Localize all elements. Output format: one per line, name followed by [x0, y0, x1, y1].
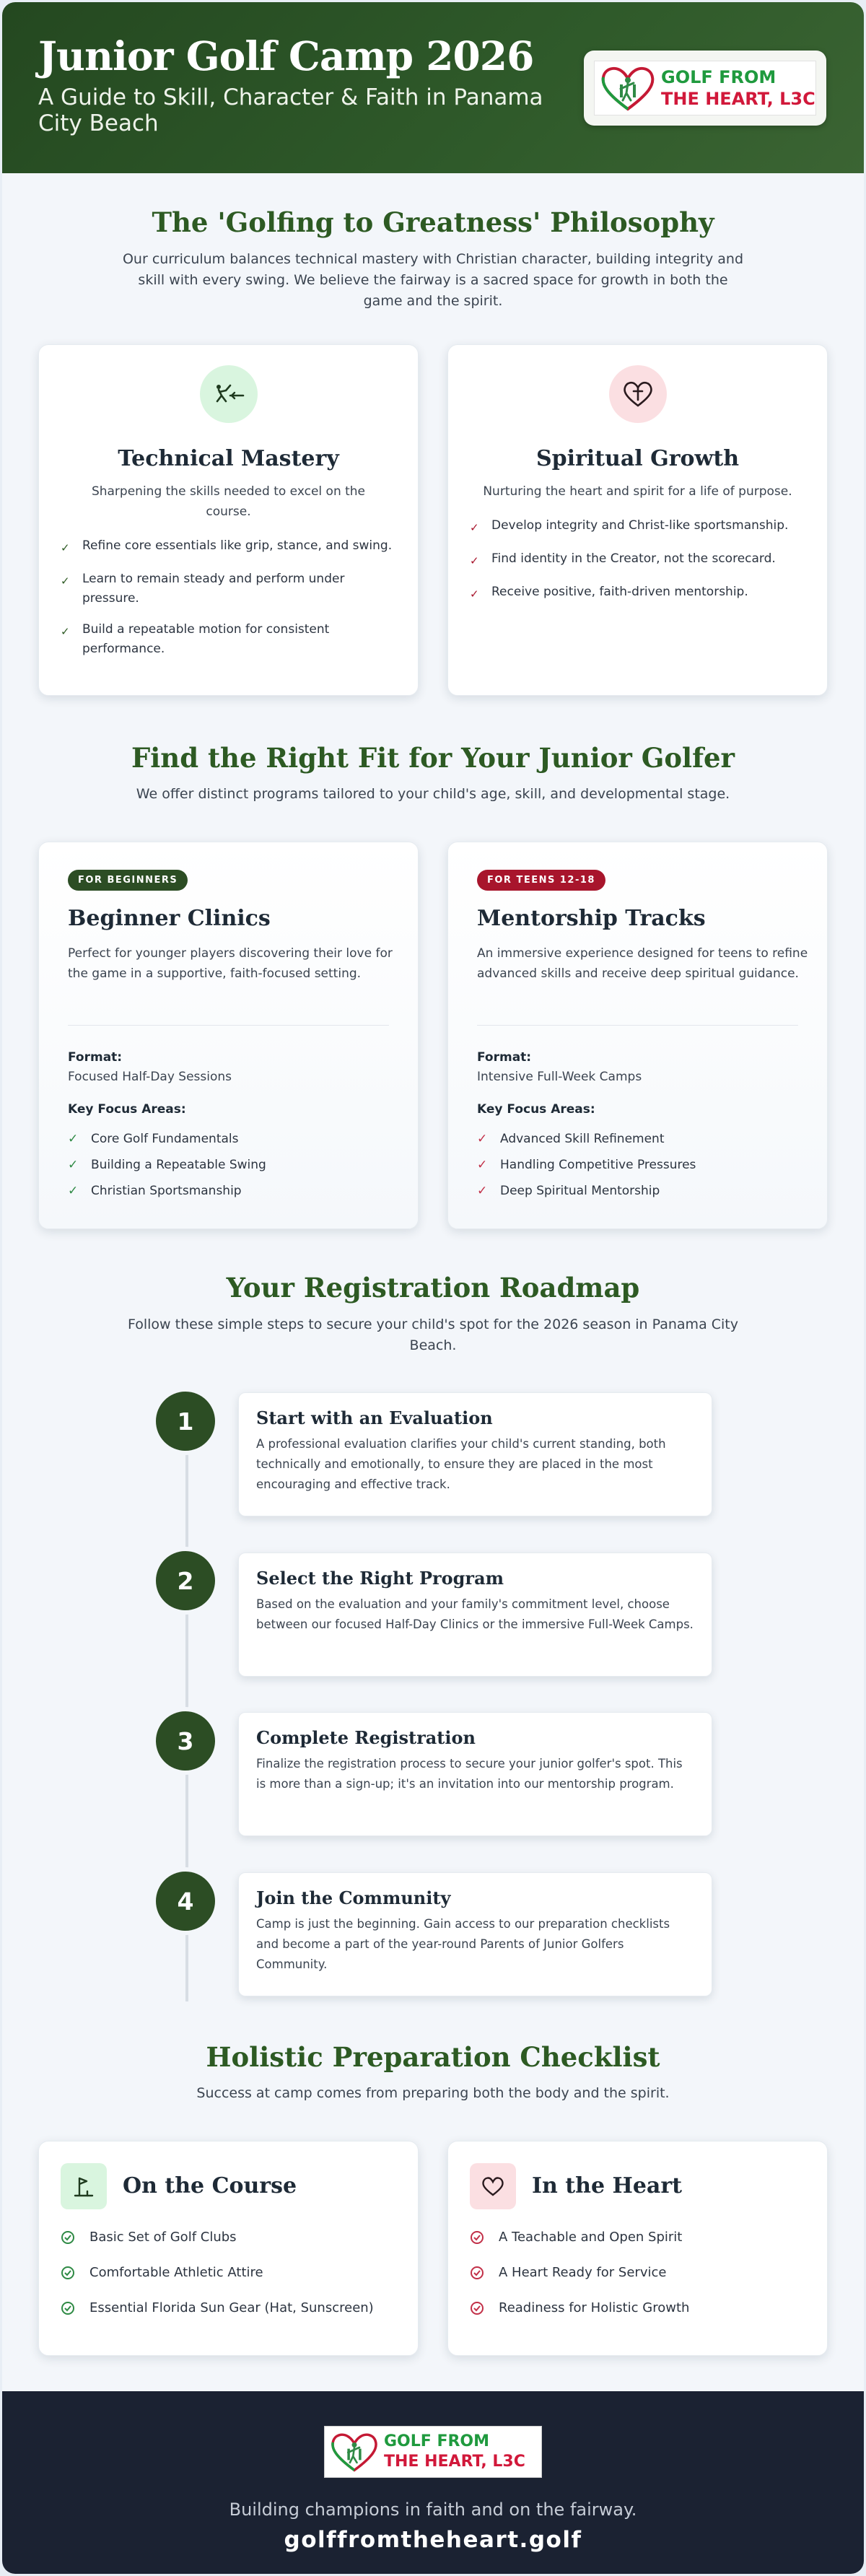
divider — [477, 1025, 798, 1026]
footer — [2, 2391, 864, 2574]
card-title: In the Heart — [532, 2173, 683, 2199]
heart-golfer-logo-icon — [599, 63, 657, 113]
footer-logo[interactable] — [324, 2426, 542, 2478]
step-number-badge: 2 — [156, 1551, 215, 1610]
list-item: ✓ Receive positive, faith-driven mentorship. — [470, 582, 805, 604]
step-number-badge: 3 — [156, 1711, 215, 1771]
program-desc: An immersive experience designed for teens to refine advanced skills and receive deep spiritual guidance. — [477, 946, 808, 981]
check-icon: ✓ — [68, 1132, 79, 1146]
program-title: Beginner Clinics — [68, 906, 271, 931]
program-card-teens — [447, 842, 828, 1229]
card-title: On the Course — [123, 2173, 297, 2199]
roadmap-step-card — [238, 1872, 712, 1996]
check-icon: ✓ — [68, 1184, 79, 1198]
check-icon: ✓ — [470, 588, 479, 601]
program-badge: FOR BEGINNERS — [68, 870, 188, 891]
check-icon: ✓ — [477, 1132, 488, 1146]
checklist-item[interactable]: Readiness for Holistic Growth — [470, 2297, 802, 2322]
checklist-item[interactable]: Basic Set of Golf Clubs — [61, 2227, 393, 2251]
focus-list — [477, 1126, 696, 1204]
logo-text-line1: GOLF FROM — [661, 67, 777, 87]
check-circle-icon — [470, 2297, 499, 2322]
program-desc: Perfect for younger players discovering their love for the game in a supportive, faith-focused setting. — [68, 946, 393, 981]
heart-icon — [470, 2163, 516, 2209]
flag-icon — [61, 2163, 107, 2209]
list-item: ✓ Advanced Skill Refinement — [477, 1126, 696, 1152]
divider — [68, 1025, 389, 1026]
roadmap-step-card — [238, 1553, 712, 1677]
step-title: Select the Right Program — [256, 1568, 504, 1589]
hero-header — [2, 2, 864, 173]
format-label: Format: — [477, 1050, 532, 1065]
step-title: Start with an Evaluation — [256, 1407, 493, 1428]
philosophy-desc: Our curriculum balances technical mastery with Christian character, building integrity and skill with every swing. We believe the fairway is a sacred space for growth in both the game and the spirit. — [122, 251, 744, 309]
check-icon: ✓ — [61, 625, 70, 638]
technical-list — [61, 536, 396, 659]
check-circle-icon — [470, 2227, 499, 2251]
roadmap-title: Your Registration Roadmap — [226, 1272, 640, 1304]
checklist-item[interactable]: A Teachable and Open Spirit — [470, 2227, 802, 2251]
checklist-card-heart — [447, 2141, 828, 2356]
step-title: Join the Community — [256, 1887, 451, 1908]
focus-list — [68, 1126, 266, 1204]
step-desc: Based on the evaluation and your family's commitment level, choose between our focused Half-Day Clinics or the immersive Full-Week Camps. — [256, 1597, 694, 1631]
roadmap-desc: Follow these simple steps to secure your child's spot for the 2026 season in Panama City Beach. — [128, 1317, 738, 1353]
step-desc: Camp is just the beginning. Gain access to our preparation checklists and become a part of the year-round Parents of Junior Golfers Community. — [256, 1917, 670, 1971]
page — [2, 2, 864, 2574]
check-icon: ✓ — [61, 541, 70, 554]
check-circle-icon — [61, 2227, 89, 2251]
list-item: ✓ Christian Sportsmanship — [68, 1178, 266, 1204]
step-desc: Finalize the registration process to secure your junior golfer's spot. This is more than a sign-up; it's an invitation into our mentorship program. — [256, 1757, 683, 1791]
step-desc: A professional evaluation clarifies your child's current standing, both technically and emotionally, to ensure they are placed in the most encouraging and effective track. — [256, 1437, 666, 1491]
logo-text-line2: THE HEART, L3C — [384, 2453, 525, 2471]
checklist-desc: Success at camp comes from preparing both the body and the spirit. — [196, 2085, 670, 2101]
format-value: Intensive Full-Week Camps — [477, 1070, 642, 1084]
step-title: Complete Registration — [256, 1727, 476, 1748]
fit-title: Find the Right Fit for Your Junior Golfer — [131, 742, 735, 774]
checklist-card-course — [38, 2141, 419, 2356]
checklist-item[interactable]: Essential Florida Sun Gear (Hat, Sunscreen) — [61, 2297, 393, 2322]
heart-golfer-logo-icon — [329, 2429, 380, 2474]
card-subtitle: Nurturing the heart and spirit for a life of purpose. — [483, 484, 792, 499]
check-icon: ✓ — [477, 1184, 488, 1198]
header-logo[interactable] — [584, 51, 826, 126]
golfer-icon — [200, 365, 258, 423]
check-circle-icon — [61, 2262, 89, 2287]
focus-label: Key Focus Areas: — [477, 1102, 595, 1117]
step-number-badge: 1 — [156, 1392, 215, 1451]
page-subtitle: A Guide to Skill, Character & Faith in Panama City Beach — [38, 84, 543, 136]
card-subtitle: Sharpening the skills needed to excel on the course. — [91, 484, 366, 519]
check-icon: ✓ — [470, 521, 479, 534]
format-value: Focused Half-Day Sessions — [68, 1070, 232, 1084]
fit-desc: We offer distinct programs tailored to your child's age, skill, and developmental stage. — [136, 786, 730, 802]
list-item: ✓ Develop integrity and Christ-like sportsmanship. — [470, 516, 805, 538]
footer-tagline: Building champions in faith and on the fairway. — [229, 2499, 637, 2520]
heart-cross-icon — [609, 365, 667, 423]
logo-text-line2: THE HEART, L3C — [661, 89, 815, 109]
check-circle-icon — [61, 2297, 89, 2322]
card-title: Technical Mastery — [118, 446, 339, 471]
program-title: Mentorship Tracks — [477, 906, 706, 931]
logo-text-line1: GOLF FROM — [384, 2432, 490, 2450]
checklist-title: Holistic Preparation Checklist — [206, 2041, 660, 2073]
checklist-items — [470, 2227, 802, 2333]
page-title: Junior Golf Camp 2026 — [38, 32, 534, 79]
card-title: Spiritual Growth — [535, 446, 740, 471]
list-item: ✓ Core Golf Fundamentals — [68, 1126, 266, 1152]
check-icon: ✓ — [477, 1158, 488, 1172]
checklist-item[interactable]: A Heart Ready for Service — [470, 2262, 802, 2287]
program-card-beginner — [38, 842, 419, 1229]
list-item: ✓ Refine core essentials like grip, stance, and swing. — [61, 536, 396, 558]
spiritual-list — [470, 516, 805, 604]
footer-website-link[interactable]: golffromtheheart.golf — [284, 2527, 582, 2553]
list-item: ✓ Learn to remain steady and perform under pressure. — [61, 569, 396, 608]
roadmap-step-card — [238, 1392, 712, 1516]
list-item: ✓ Deep Spiritual Mentorship — [477, 1178, 696, 1204]
check-icon: ✓ — [470, 554, 479, 567]
list-item: ✓ Building a Repeatable Swing — [68, 1152, 266, 1178]
focus-label: Key Focus Areas: — [68, 1102, 186, 1117]
list-item: ✓ Build a repeatable motion for consistent performance. — [61, 620, 396, 659]
check-circle-icon — [470, 2262, 499, 2287]
check-icon: ✓ — [68, 1158, 79, 1172]
format-label: Format: — [68, 1050, 123, 1065]
check-icon: ✓ — [61, 575, 70, 588]
roadmap-step-card — [238, 1712, 712, 1836]
checklist-item[interactable]: Comfortable Athletic Attire — [61, 2262, 393, 2287]
step-number-badge: 4 — [156, 1872, 215, 1931]
checklist-items — [61, 2227, 393, 2333]
list-item: ✓ Handling Competitive Pressures — [477, 1152, 696, 1178]
list-item: ✓ Find identity in the Creator, not the scorecard. — [470, 549, 805, 571]
program-badge: FOR TEENS 12-18 — [477, 870, 605, 891]
philosophy-card-technical — [38, 344, 419, 696]
philosophy-title: The 'Golfing to Greatness' Philosophy — [152, 206, 714, 238]
philosophy-card-spiritual — [447, 344, 828, 696]
